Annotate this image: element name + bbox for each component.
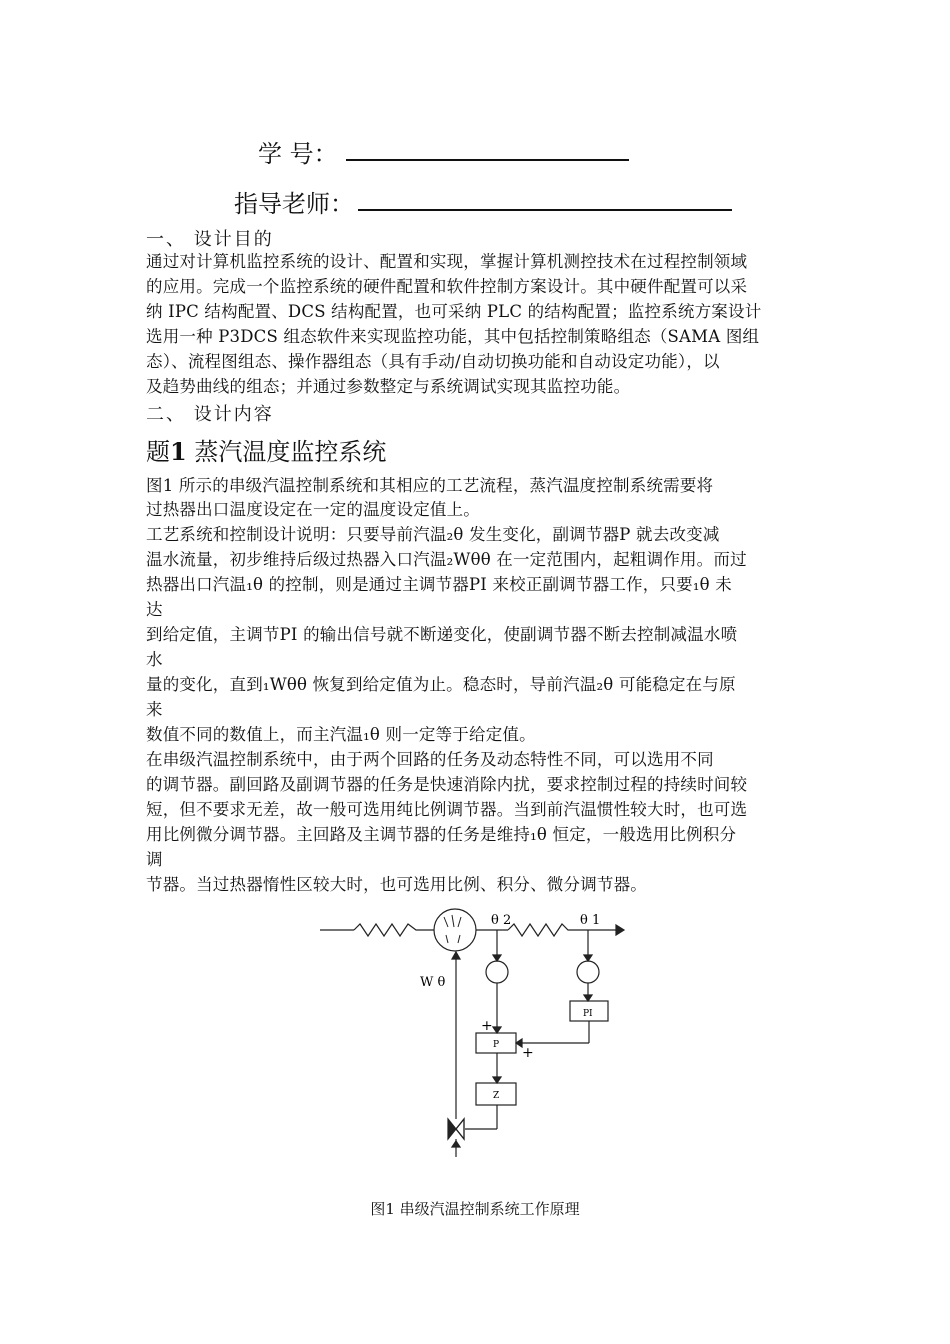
body-line: 量的变化，直到₁Wθθ 恢复到给定值为止。稳态时，导前汽温₂θ 可能稳定在与原 — [146, 675, 736, 694]
body-line: 调 — [146, 850, 163, 869]
plus-sign-label: + — [481, 1018, 493, 1034]
section2-heading: 二、 设计内容 — [146, 404, 274, 425]
body-line: 热器出口汽温₁θ 的控制，则是通过主调节器PI 来校正副调节器工作，只要₁θ 未 — [146, 575, 732, 594]
section1-line: 及趋势曲线的组态；并通过参数整定与系统调试实现其监控功能。 — [146, 377, 631, 396]
body-line: 图1 所示的串级汽温控制系统和其相应的工艺流程，蒸汽温度控制系统需要将 — [146, 476, 714, 495]
figure-caption: 图1 串级汽温控制系统工作原理 — [370, 1200, 580, 1218]
topic-number: 1 — [170, 437, 187, 466]
topic-title — [146, 432, 386, 467]
body-line: 水 — [146, 650, 163, 669]
section1-line: 选用一种 P3DCS 组态软件来实现监控功能，其中包括控制策略组态（SAMA 图组 — [146, 327, 760, 346]
topic-prefix: 题 — [146, 438, 170, 466]
body-line: 到给定值，主调节PI 的输出信号就不断递变化，使副调节器不断去控制减温水喷 — [146, 625, 738, 644]
body-line: 节器。当过热器惰性区较大时，也可选用比例、积分、微分调节器。 — [146, 875, 647, 894]
section1-line: 态）、流程图组态、操作器组态（具有手动/自动切换功能和自动设定功能），以 — [146, 352, 720, 371]
pi-box-label: PI — [583, 1009, 593, 1019]
z-box-label: Z — [493, 1091, 500, 1101]
plus-sign-label: + — [522, 1045, 534, 1061]
w-theta-label: W θ — [420, 975, 446, 990]
body-line: 在串级汽温控制系统中，由于两个回路的任务及动态特性不同，可以选用不同 — [146, 750, 714, 769]
advisor-label: 指导老师： — [234, 190, 354, 218]
body-line: 用比例微分调节器。主回路及主调节器的任务是维持₁θ 恒定，一般选用比例积分 — [146, 825, 737, 844]
body-line: 的调节器。副回路及副调节器的任务是快速消除内扰，要求控制过程的持续时间较 — [146, 775, 748, 794]
section1-line: 纳 IPC 结构配置、DCS 结构配置，也可采纳 PLC 的结构配置；监控系统方案设计 — [146, 302, 762, 321]
section1-heading: 一、 设计目的 — [146, 229, 274, 250]
body-line: 达 — [146, 600, 163, 619]
topic-title-text: 蒸汽温度监控系统 — [186, 438, 387, 466]
theta1-label: θ 1 — [580, 913, 601, 928]
p-box-label: P — [493, 1040, 500, 1050]
advisor-underline — [358, 209, 732, 211]
cascade-control-diagram — [316, 905, 632, 1165]
body-line: 过热器出口温度设定在一定的温度设定值上。 — [146, 500, 480, 519]
theta2-label: θ 2 — [491, 913, 512, 928]
section1-line: 的应用。完成一个监控系统的硬件配置和软件控制方案设计。其中硬件配置可以采 — [146, 277, 748, 296]
body-line: 温水流量，初步维持后级过热器入口汽温₂Wθθ 在一定范围内，起粗调作用。而过 — [146, 550, 747, 569]
body-line: 来 — [146, 700, 163, 719]
body-line: 数值不同的数值上，而主汽温₁θ 则一定等于给定值。 — [146, 725, 536, 744]
student-id-underline — [346, 159, 629, 161]
body-line: 短，但不要求无差，故一般可选用纯比例调节器。当到前汽温惯性较大时，也可选 — [146, 800, 748, 819]
body-line: 工艺系统和控制设计说明：只要导前汽温₂θ 发生变化，副调节器P 就去改变减 — [146, 525, 720, 544]
section1-line: 通过对计算机监控系统的设计、配置和实现，掌握计算机测控技术在过程控制领域 — [146, 252, 748, 271]
student-id-label: 学 号： — [258, 140, 338, 168]
